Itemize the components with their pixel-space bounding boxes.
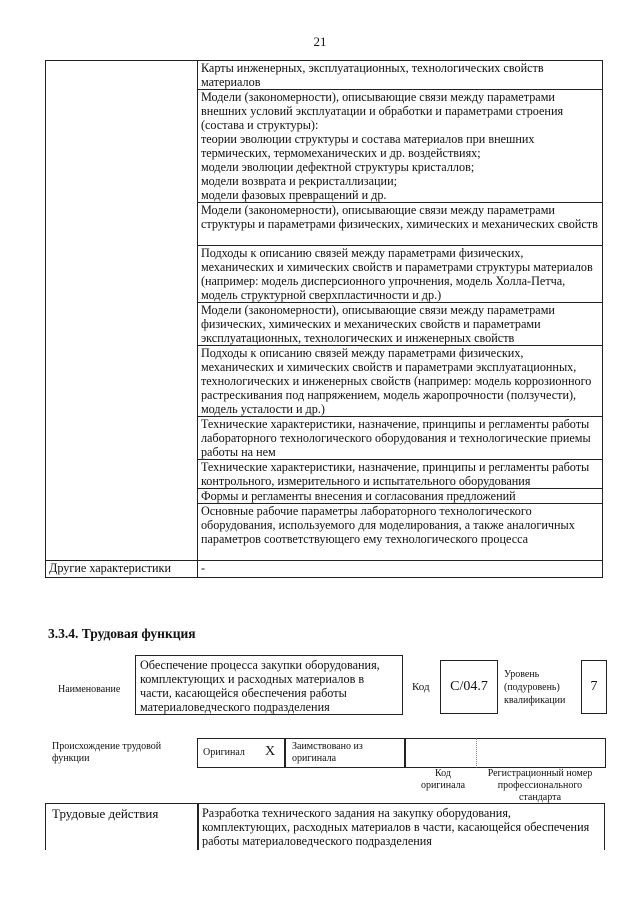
origin-code-caption: Код оригинала [420,768,466,791]
qualification-level-value: 7 [581,660,607,714]
origin-borrowed-label: Заимствовано из оригинала [292,741,363,764]
function-code-label: Код [412,681,430,693]
function-name-label: Наименование [58,684,121,695]
qualification-level-label: Уровень (подуровень) квалификации [504,669,566,706]
section-title: 3.3.4. Трудовая функция [48,626,196,641]
knowledge-row: Технические характеристики, назначение, принципы и регламенты работы лабораторного технологического оборудования и технологические приемы работы на нем [197,417,602,460]
knowledge-row: Технические характеристики, назначение, принципы и регламенты работы контрольного, измерительного и испытательного оборудования [197,460,602,489]
origin-reg-caption: Регистрационный номер профессионального стандарта [487,768,593,803]
knowledge-row: Модели (закономерности), описывающие связи между параметрами структуры и параметрами физических, химических и механических свойств [197,203,602,246]
knowledge-row: Формы и регламенты внесения и согласования предложений [197,489,602,504]
knowledge-row: Модели (закономерности), описывающие связи между параметрами внешних условий эксплуатации и обработки и параметрами строения (состава и структуры): теории эволюции структуры и состава материалов при внешних термических, термомеханических и др. воздействиях; модели эволюции дефектной структуры кристаллов; модели возврата и рекристаллизации; модели фазовых превращений и др. [197,90,602,203]
function-name-value: Обеспечение процесса закупки оборудования, комплектующих и расходных материалов в части, касающейся обеспечения работы материаловедческого подразделения [135,655,403,715]
knowledge-table [45,60,603,578]
knowledge-row: Модели (закономерности), описывающие связи между параметрами физических, химических и механических свойств и параметрами эксплуатационных, технологических и инженерных свойств [197,303,602,346]
other-characteristics-label: Другие характеристики [46,561,198,578]
other-characteristics-value: - [197,561,602,578]
origin-label: Происхождение трудовой функции [52,741,162,764]
knowledge-row: Основные рабочие параметры лабораторного технологического оборудования, используемого для моделирования, а также аналогичных параметров соответствующего ему технологического процесса [197,504,602,561]
origin-original-label: Оригинал [203,747,245,758]
origin-reg-cell [476,738,606,768]
knowledge-row: Карты инженерных, эксплуатационных, технологических свойств материалов [197,61,602,90]
page-number: 21 [313,34,327,49]
actions-label: Трудовые действия [52,806,159,821]
function-code-value: С/04.7 [440,660,498,714]
actions-value: Разработка технического задания на закупку оборудования, комплектующих, расходных материалов в части, касающейся обеспечения работы материаловедческого подразделения [202,806,590,848]
origin-code-cell [404,738,477,768]
knowledge-table-left-cell [46,61,198,561]
origin-original-mark: X [265,744,276,759]
knowledge-row: Подходы к описанию связей между параметрами физических, механических и химических свойств и параметрами структуры материалов (например: модель дисперсионного упрочнения, модель Холла-Петча, модель структурной сверхпластичности и др.) [197,246,602,303]
knowledge-row: Подходы к описанию связей между параметрами физических, механических и химических свойств и параметрами эксплуатационных, технологических и инженерных свойств (например: модель коррозионного растрескивания под напряжением, модель жаропрочности (ползучести), модель усталости и др.) [197,346,602,417]
